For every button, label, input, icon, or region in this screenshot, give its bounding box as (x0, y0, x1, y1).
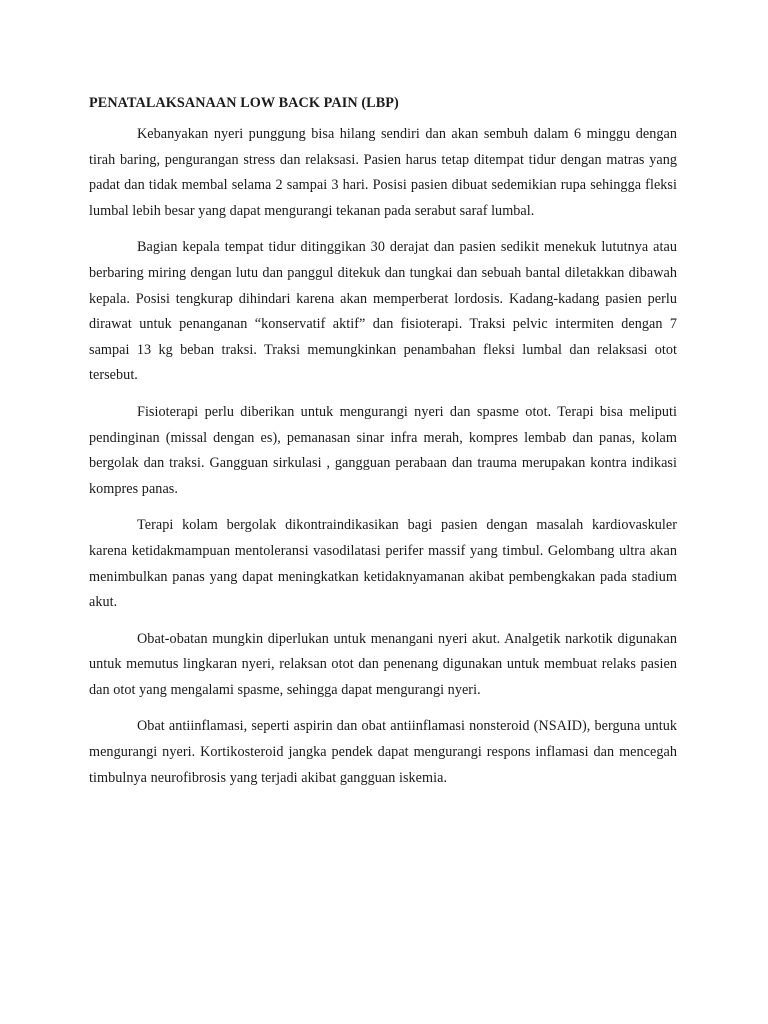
document-body (89, 92, 677, 802)
paragraph-6: Obat antiinflamasi, seperti aspirin dan obat antiinflamasi nonsteroid (NSAID), berguna untuk mengurangi nyeri. Kortikosteroid jangka pendek dapat mengurangi respons inflamasi dan mencegah timbulnya neurofibrosis yang terjadi akibat gangguan iskemia. (89, 718, 677, 786)
paragraph-4: Terapi kolam bergolak dikontraindikasikan bagi pasien dengan masalah kardiovaskuler karena ketidakmampuan mentoleransi vasodilatasi perifer massif yang timbul. Gelombang ultra akan menimbulkan panas yang dapat meningkatkan ketidaknyamanan akibat pembengkakan pada stadium akut. (89, 517, 677, 611)
paragraph-2: Bagian kepala tempat tidur ditinggikan 30 derajat dan pasien sedikit menekuk lututnya atau berbaring miring dengan lutu dan panggul ditekuk dan tungkai dan sebuah bantal diletakkan dibawah kepala. Posisi tengkurap dihindari karena akan memperberat lordosis. Kadang-kadang pasien perlu dirawat untuk penanganan “konservatif aktif” dan fisioterapi. Traksi pelvic intermiten dengan 7 sampai 13 kg beban traksi. Traksi memungkinkan penambahan fleksi lumbal dan relaksasi otot tersebut. (89, 239, 677, 384)
paragraph-3: Fisioterapi perlu diberikan untuk mengurangi nyeri dan spasme otot. Terapi bisa meliputi pendinginan (missal dengan es), pemanasan sinar infra merah, kompres lembab dan panas, kolam bergolak dan traksi. Gangguan sirkulasi , gangguan perabaan dan trauma merupakan kontra indikasi kompres panas. (89, 403, 677, 497)
paragraph-5: Obat-obatan mungkin diperlukan untuk menangani nyeri akut. Analgetik narkotik digunakan untuk memutus lingkaran nyeri, relaksan otot dan penenang digunakan untuk membuat relaks pasien dan otot yang mengalami spasme, sehingga dapat mengurangi nyeri. (89, 630, 677, 698)
paragraph-1: Kebanyakan nyeri punggung bisa hilang sendiri dan akan sembuh dalam 6 minggu dengan tirah baring, pengurangan stress dan relaksasi. Pasien harus tetap ditempat tidur dengan matras yang padat dan tidak membal selama 2 sampai 3 hari. Posisi pasien dibuat sedemikian rupa sehingga fleksi lumbal lebih besar yang dapat mengurangi tekanan pada serabut saraf lumbal. (89, 126, 677, 219)
document-title: PENATALAKSANAAN LOW BACK PAIN (LBP) (89, 95, 399, 111)
